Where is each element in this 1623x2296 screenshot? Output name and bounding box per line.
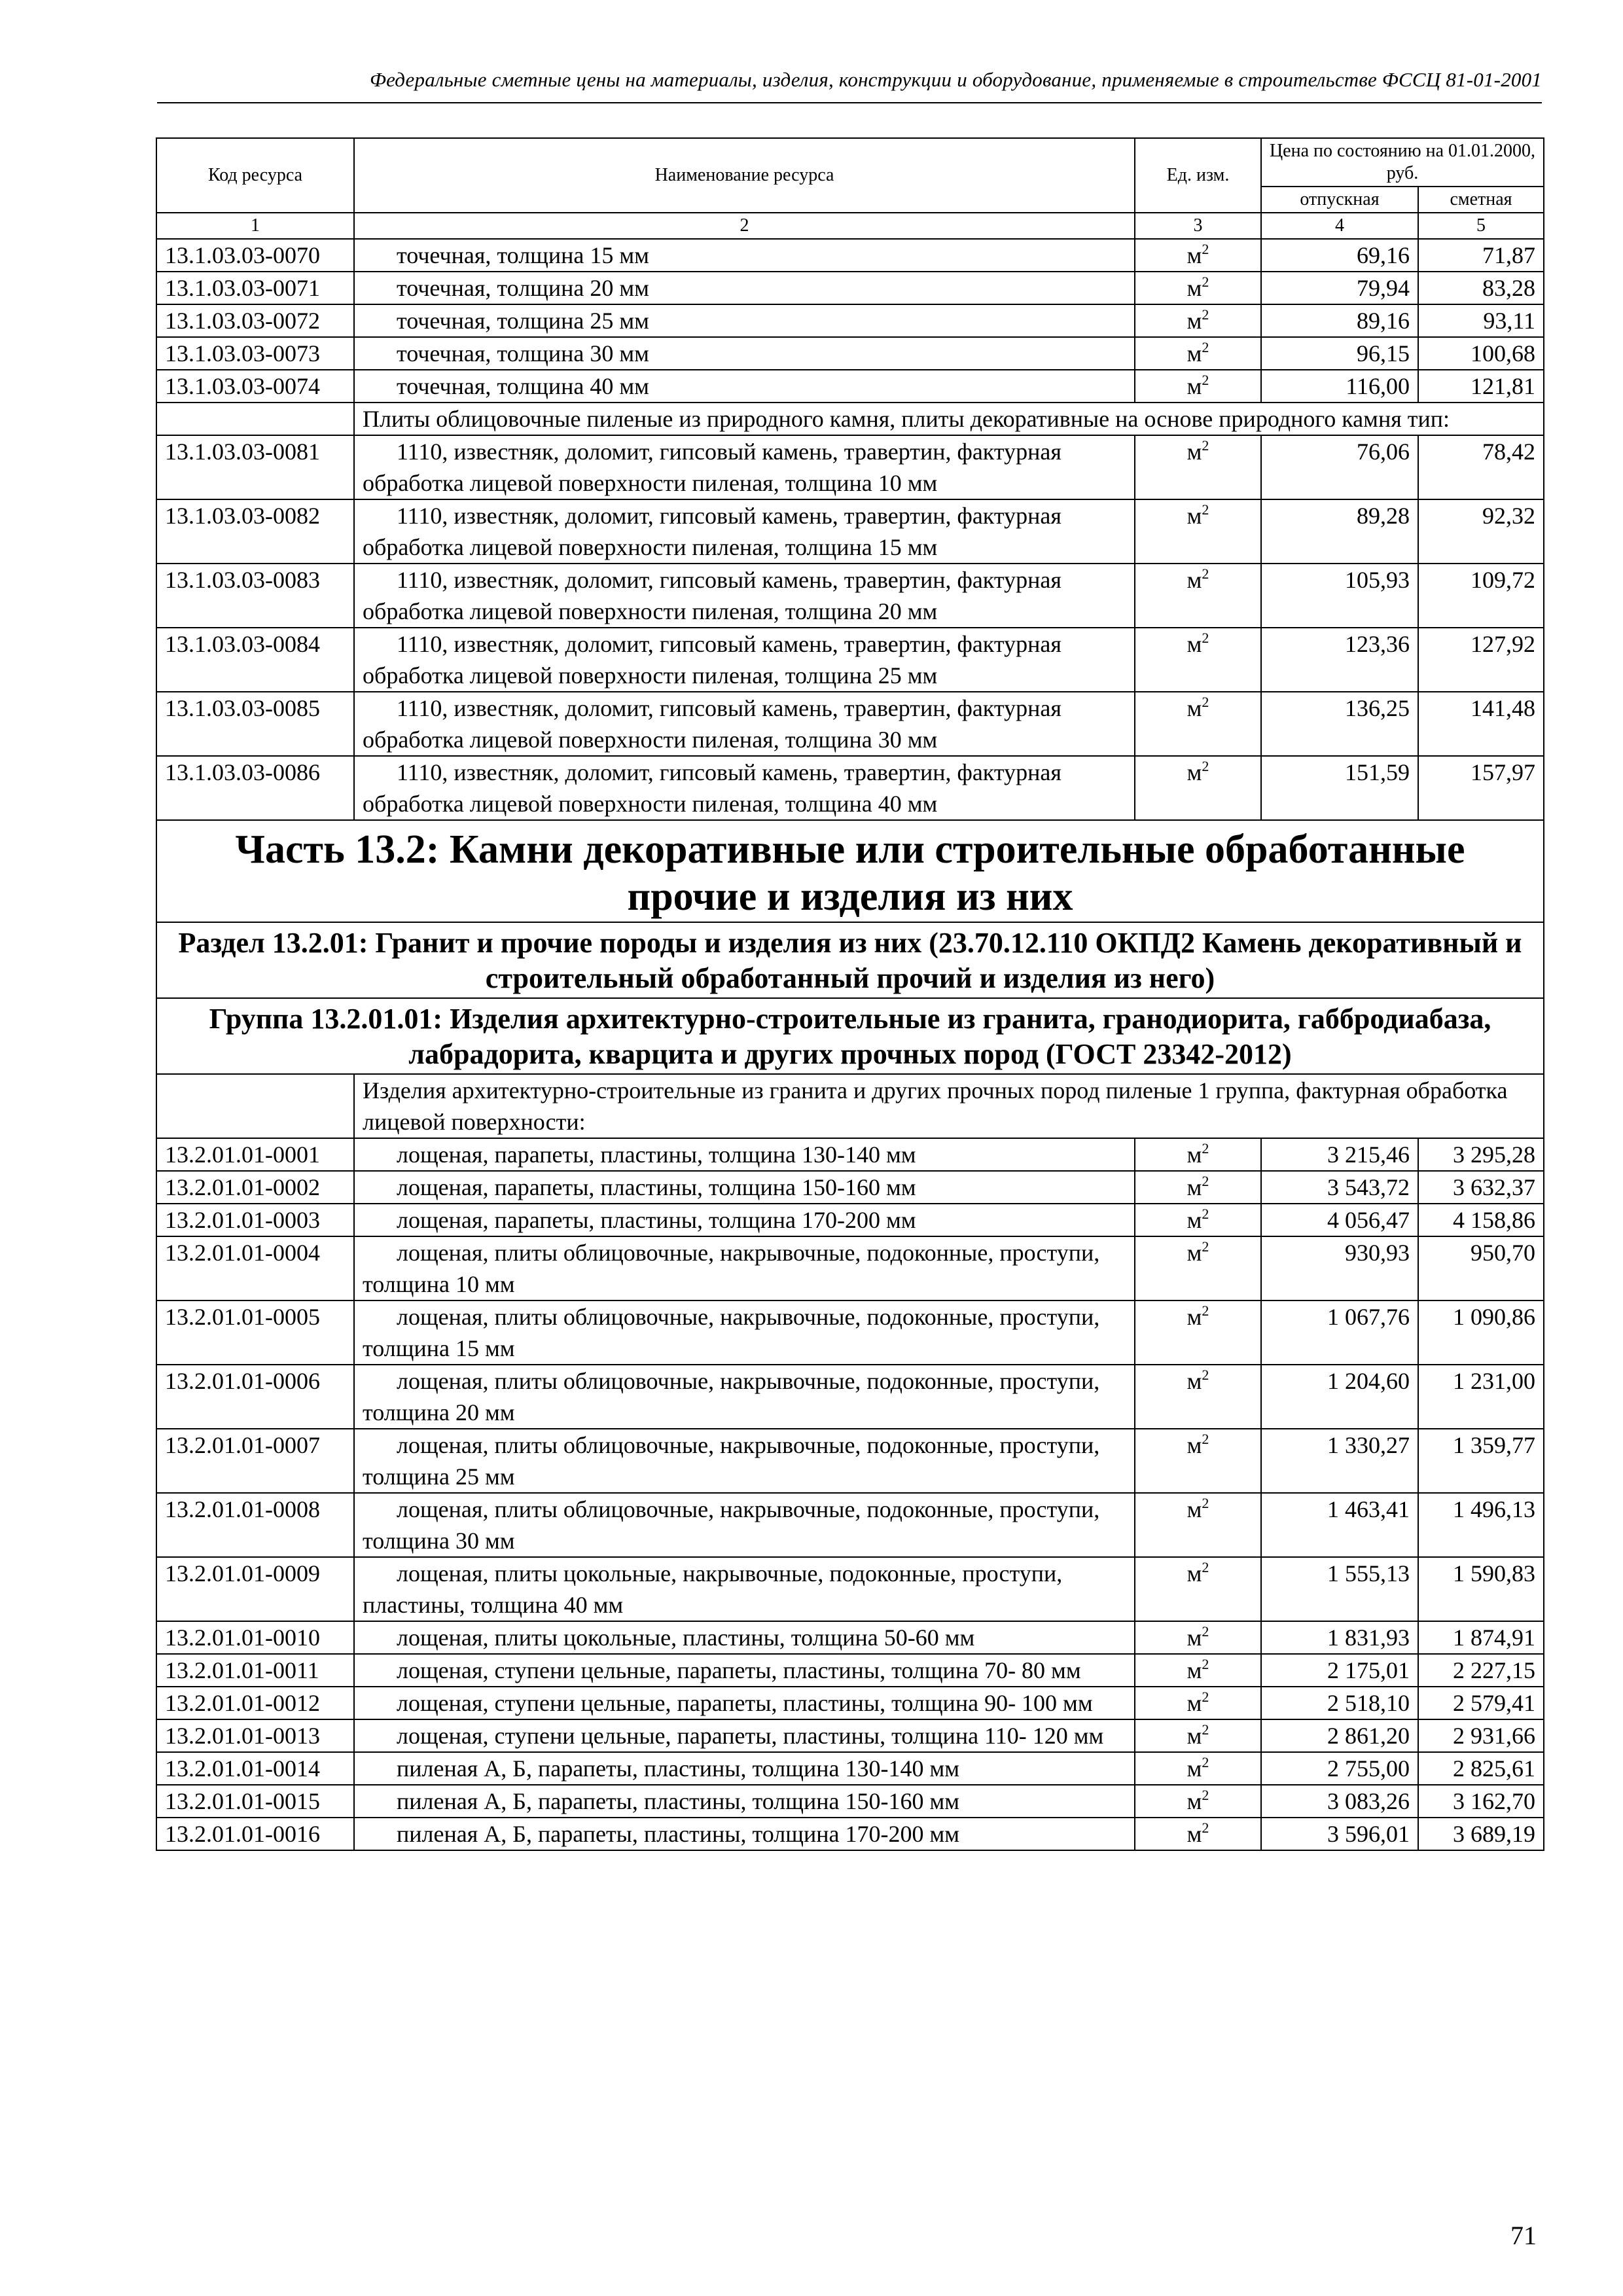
resource-name-text: лощеная, плиты облицовочные, накрывочные, подоконные, проступи, толщина 30 мм [363, 1496, 1100, 1554]
unit-cell [1135, 564, 1261, 628]
resource-code: 13.1.03.03-0082 [156, 499, 354, 564]
release-price: 123,36 [1261, 628, 1418, 692]
resource-name [354, 1785, 1135, 1818]
resource-name [354, 1621, 1135, 1654]
resource-code: 13.1.03.03-0072 [156, 304, 354, 337]
resource-name [354, 1236, 1135, 1300]
unit-base: м [1186, 1496, 1202, 1522]
resource-name-text: 1110, известняк, доломит, гипсовый камень, травертин, фактурная обработка лицевой поверхности пиленая, толщина 10 мм [363, 439, 1061, 496]
price-table [156, 137, 1544, 1851]
table-row [156, 1621, 1544, 1654]
table-row [156, 1204, 1544, 1236]
table-row [156, 628, 1544, 692]
resource-name-text: лощеная, парапеты, пластины, толщина 150-160 мм [397, 1174, 916, 1200]
estimate-price: 2 931,66 [1418, 1719, 1544, 1752]
resource-name [354, 692, 1135, 756]
unit-base: м [1186, 1432, 1202, 1458]
unit-cell [1135, 499, 1261, 564]
unit-cell [1135, 1204, 1261, 1236]
unit-base: м [1186, 1207, 1202, 1233]
release-price: 1 330,27 [1261, 1429, 1418, 1493]
unit-base: м [1186, 1657, 1202, 1683]
unit-exponent: 2 [1202, 372, 1209, 388]
table-body-a [156, 239, 1544, 403]
unit-exponent: 2 [1202, 1721, 1209, 1738]
column-number: 3 [1135, 213, 1261, 239]
estimate-price: 950,70 [1418, 1236, 1544, 1300]
release-price: 89,28 [1261, 499, 1418, 564]
resource-name [354, 1204, 1135, 1236]
unit-base: м [1186, 275, 1202, 301]
unit-base: м [1186, 1240, 1202, 1266]
unit-base: м [1186, 439, 1202, 465]
unit-cell [1135, 1138, 1261, 1171]
unit-base: м [1186, 1723, 1202, 1749]
empty-cell [156, 403, 354, 435]
resource-code: 13.1.03.03-0074 [156, 370, 354, 403]
resource-name [354, 1365, 1135, 1429]
resource-code: 13.2.01.01-0003 [156, 1204, 354, 1236]
resource-name-text: точечная, толщина 40 мм [397, 373, 649, 399]
resource-code: 13.1.03.03-0071 [156, 272, 354, 304]
resource-code: 13.2.01.01-0010 [156, 1621, 354, 1654]
table-row [156, 1785, 1544, 1818]
unit-base: м [1186, 1788, 1202, 1814]
resource-name-text: лощеная, плиты облицовочные, накрывочные, подоконные, проступи, толщина 10 мм [363, 1240, 1100, 1297]
estimate-price: 3 689,19 [1418, 1818, 1544, 1850]
table-row [156, 1429, 1544, 1493]
unit-base: м [1186, 1690, 1202, 1716]
resource-name [354, 435, 1135, 499]
unit-base: м [1186, 631, 1202, 657]
unit-base: м [1186, 340, 1202, 367]
estimate-price: 71,87 [1418, 239, 1544, 272]
table-row [156, 272, 1544, 304]
resource-name-text: 1110, известняк, доломит, гипсовый камень, травертин, фактурная обработка лицевой поверхности пиленая, толщина 25 мм [363, 631, 1061, 689]
header-rule [157, 102, 1542, 103]
unit-base: м [1186, 759, 1202, 785]
running-header: Федеральные сметные цены на материалы, изделия, конструкции и оборудование, применяемые в строительстве ФССЦ 81-01-2001 [369, 68, 1542, 91]
resource-code: 13.2.01.01-0005 [156, 1300, 354, 1365]
table-body-c [156, 1138, 1544, 1850]
resource-name-text: точечная, толщина 25 мм [397, 308, 649, 334]
unit-cell [1135, 756, 1261, 820]
estimate-price: 109,72 [1418, 564, 1544, 628]
release-price: 116,00 [1261, 370, 1418, 403]
estimate-price: 141,48 [1418, 692, 1544, 756]
unit-exponent: 2 [1202, 1173, 1209, 1189]
estimate-price: 1 874,91 [1418, 1621, 1544, 1654]
unit-exponent: 2 [1202, 437, 1209, 454]
part-row [156, 820, 1544, 922]
resource-code: 13.1.03.03-0086 [156, 756, 354, 820]
unit-cell [1135, 1365, 1261, 1429]
headings-body [156, 820, 1544, 1138]
estimate-price: 1 359,77 [1418, 1429, 1544, 1493]
resource-name [354, 1138, 1135, 1171]
unit-base: м [1186, 242, 1202, 268]
resource-name-text: точечная, толщина 30 мм [397, 340, 649, 367]
resource-name-text: лощеная, плиты цокольные, накрывочные, подоконные, проступи, пластины, толщина 40 мм [363, 1560, 1063, 1618]
table-row [156, 1557, 1544, 1621]
unit-base: м [1186, 567, 1202, 593]
resource-code: 13.2.01.01-0016 [156, 1818, 354, 1850]
release-price: 89,16 [1261, 304, 1418, 337]
header-code: Код ресурса [156, 138, 354, 213]
estimate-price: 83,28 [1418, 272, 1544, 304]
subheader-a-body [156, 403, 1544, 435]
section-row [156, 922, 1544, 998]
unit-exponent: 2 [1202, 1754, 1209, 1770]
unit-cell [1135, 1785, 1261, 1818]
subheader-row [156, 403, 1544, 435]
table-row [156, 1818, 1544, 1850]
resource-name-text: пиленая А, Б, парапеты, пластины, толщина 170-200 мм [397, 1821, 960, 1847]
resource-code: 13.1.03.03-0085 [156, 692, 354, 756]
subheader-text: Плиты облицовочные пиленые из природного камня, плиты декоративные на основе природного камня тип: [363, 406, 1450, 432]
unit-cell [1135, 1818, 1261, 1850]
resource-name [354, 1300, 1135, 1365]
table-row [156, 304, 1544, 337]
estimate-price: 93,11 [1418, 304, 1544, 337]
section-title: Раздел 13.2.01: Гранит и прочие породы и изделия из них (23.70.12.110 ОКПД2 Камень декоративный и строительный обработанный прочий и изделия из него) [156, 922, 1544, 998]
resource-name-text: лощеная, плиты цокольные, пластины, толщина 50-60 мм [397, 1624, 975, 1651]
resource-code: 13.2.01.01-0004 [156, 1236, 354, 1300]
release-price: 96,15 [1261, 337, 1418, 370]
resource-code: 13.2.01.01-0006 [156, 1365, 354, 1429]
table-row [156, 1687, 1544, 1719]
release-price: 1 555,13 [1261, 1557, 1418, 1621]
estimate-price: 4 158,86 [1418, 1204, 1544, 1236]
resource-code: 13.2.01.01-0011 [156, 1654, 354, 1687]
unit-cell [1135, 1719, 1261, 1752]
release-price: 2 175,01 [1261, 1654, 1418, 1687]
part-title: Часть 13.2: Камни декоративные или строительные обработанные прочие и изделия из них [156, 820, 1544, 922]
unit-cell [1135, 1557, 1261, 1621]
unit-cell [1135, 1171, 1261, 1204]
release-price: 2 755,00 [1261, 1752, 1418, 1785]
unit-exponent: 2 [1202, 1206, 1209, 1222]
empty-cell [156, 1074, 354, 1138]
unit-exponent: 2 [1202, 339, 1209, 355]
resource-name [354, 564, 1135, 628]
release-price: 76,06 [1261, 435, 1418, 499]
estimate-price: 2 825,61 [1418, 1752, 1544, 1785]
header-unit: Ед. изм. [1135, 138, 1261, 213]
unit-exponent: 2 [1202, 1689, 1209, 1705]
release-price: 136,25 [1261, 692, 1418, 756]
unit-exponent: 2 [1202, 1495, 1209, 1511]
resource-code: 13.2.01.01-0014 [156, 1752, 354, 1785]
subheader-cell [354, 1074, 1544, 1138]
estimate-price: 157,97 [1418, 756, 1544, 820]
resource-name [354, 304, 1135, 337]
unit-exponent: 2 [1202, 274, 1209, 290]
resource-name-text: 1110, известняк, доломит, гипсовый камень, травертин, фактурная обработка лицевой поверхности пиленая, толщина 15 мм [363, 503, 1061, 560]
resource-code: 13.2.01.01-0009 [156, 1557, 354, 1621]
resource-code: 13.2.01.01-0007 [156, 1429, 354, 1493]
release-price: 2 861,20 [1261, 1719, 1418, 1752]
unit-base: м [1186, 373, 1202, 399]
resource-name-text: лощеная, ступени цельные, парапеты, пластины, толщина 90- 100 мм [397, 1690, 1093, 1716]
resource-name [354, 1429, 1135, 1493]
unit-cell [1135, 304, 1261, 337]
unit-exponent: 2 [1202, 1559, 1209, 1575]
column-number: 4 [1261, 213, 1418, 239]
table-row [156, 1752, 1544, 1785]
unit-cell [1135, 1429, 1261, 1493]
unit-exponent: 2 [1202, 1367, 1209, 1383]
release-price: 3 083,26 [1261, 1785, 1418, 1818]
resource-code: 13.2.01.01-0001 [156, 1138, 354, 1171]
resource-name-text: лощеная, плиты облицовочные, накрывочные, подоконные, проступи, толщина 20 мм [363, 1368, 1100, 1426]
table-row [156, 1719, 1544, 1752]
resource-name-text: лощеная, плиты облицовочные, накрывочные, подоконные, проступи, толщина 25 мм [363, 1432, 1100, 1490]
unit-cell [1135, 1687, 1261, 1719]
estimate-price: 1 090,86 [1418, 1300, 1544, 1365]
release-price: 3 215,46 [1261, 1138, 1418, 1171]
unit-base: м [1186, 1368, 1202, 1394]
release-price: 3 596,01 [1261, 1818, 1418, 1850]
estimate-price: 1 231,00 [1418, 1365, 1544, 1429]
unit-cell [1135, 337, 1261, 370]
resource-name-text: пиленая А, Б, парапеты, пластины, толщина 130-140 мм [397, 1755, 960, 1782]
unit-exponent: 2 [1202, 694, 1209, 710]
resource-name-text: лощеная, парапеты, пластины, толщина 170-200 мм [397, 1207, 916, 1233]
unit-base: м [1186, 503, 1202, 529]
unit-cell [1135, 1621, 1261, 1654]
resource-name [354, 337, 1135, 370]
estimate-price: 100,68 [1418, 337, 1544, 370]
estimate-price: 1 590,83 [1418, 1557, 1544, 1621]
release-price: 69,16 [1261, 239, 1418, 272]
header-name: Наименование ресурса [354, 138, 1135, 213]
release-price: 3 543,72 [1261, 1171, 1418, 1204]
estimate-price: 92,32 [1418, 499, 1544, 564]
release-price: 2 518,10 [1261, 1687, 1418, 1719]
resource-name [354, 1752, 1135, 1785]
column-number: 5 [1418, 213, 1544, 239]
resource-name [354, 1719, 1135, 1752]
release-price: 151,59 [1261, 756, 1418, 820]
unit-base: м [1186, 308, 1202, 334]
resource-name [354, 628, 1135, 692]
header-release: отпускная [1261, 187, 1418, 213]
unit-exponent: 2 [1202, 630, 1209, 646]
table-row [156, 435, 1544, 499]
table-row [156, 756, 1544, 820]
table-row [156, 1171, 1544, 1204]
estimate-price: 3 632,37 [1418, 1171, 1544, 1204]
unit-exponent: 2 [1202, 758, 1209, 774]
subheader-text: Изделия архитектурно-строительные из гранита и других прочных пород пиленые 1 группа, фактурная обработка лицевой поверхности: [363, 1077, 1508, 1135]
release-price: 930,93 [1261, 1236, 1418, 1300]
unit-base: м [1186, 1755, 1202, 1782]
resource-code: 13.2.01.01-0013 [156, 1719, 354, 1752]
column-number: 1 [156, 213, 354, 239]
table-row [156, 692, 1544, 756]
resource-name [354, 1557, 1135, 1621]
table-row [156, 499, 1544, 564]
resource-name [354, 1818, 1135, 1850]
column-number: 2 [354, 213, 1135, 239]
estimate-price: 3 162,70 [1418, 1785, 1544, 1818]
group-title: Группа 13.2.01.01: Изделия архитектурно-строительные из гранита, гранодиорита, габбродиабаза, лабрадорита, кварцита и других прочных пород (ГОСТ 23342-2012) [156, 998, 1544, 1074]
unit-exponent: 2 [1202, 1238, 1209, 1255]
unit-cell [1135, 628, 1261, 692]
unit-cell [1135, 692, 1261, 756]
table-header [156, 138, 1544, 239]
header-price: Цена по состоянию на 01.01.2000, руб. [1261, 138, 1544, 187]
unit-cell [1135, 435, 1261, 499]
unit-cell [1135, 1236, 1261, 1300]
resource-name-text: лощеная, ступени цельные, парапеты, пластины, толщина 110- 120 мм [397, 1723, 1104, 1749]
unit-exponent: 2 [1202, 1623, 1209, 1640]
release-price: 105,93 [1261, 564, 1418, 628]
resource-code: 13.2.01.01-0002 [156, 1171, 354, 1204]
unit-cell [1135, 272, 1261, 304]
resource-code: 13.2.01.01-0015 [156, 1785, 354, 1818]
unit-cell [1135, 1654, 1261, 1687]
unit-cell [1135, 239, 1261, 272]
release-price: 1 831,93 [1261, 1621, 1418, 1654]
page-number: 71 [1510, 2221, 1537, 2250]
estimate-price: 78,42 [1418, 435, 1544, 499]
resource-name [354, 499, 1135, 564]
resource-code: 13.1.03.03-0083 [156, 564, 354, 628]
release-price: 1 067,76 [1261, 1300, 1418, 1365]
unit-cell [1135, 1752, 1261, 1785]
unit-cell [1135, 1493, 1261, 1557]
resource-code: 13.1.03.03-0081 [156, 435, 354, 499]
unit-exponent: 2 [1202, 1140, 1209, 1157]
header-estimate: сметная [1418, 187, 1544, 213]
resource-name-text: лощеная, ступени цельные, парапеты, пластины, толщина 70- 80 мм [397, 1657, 1081, 1683]
estimate-price: 121,81 [1418, 370, 1544, 403]
release-price: 1 204,60 [1261, 1365, 1418, 1429]
resource-name-text: точечная, толщина 15 мм [397, 242, 649, 268]
table-row [156, 1236, 1544, 1300]
unit-base: м [1186, 1624, 1202, 1651]
unit-base: м [1186, 695, 1202, 721]
table-row [156, 1300, 1544, 1365]
resource-name-text: пиленая А, Б, парапеты, пластины, толщина 150-160 мм [397, 1788, 960, 1814]
subheader-cell [354, 403, 1544, 435]
table-row [156, 1138, 1544, 1171]
unit-base: м [1186, 1560, 1202, 1587]
unit-exponent: 2 [1202, 1656, 1209, 1672]
unit-base: м [1186, 1141, 1202, 1168]
resource-name [354, 1654, 1135, 1687]
resource-name-text: 1110, известняк, доломит, гипсовый камень, травертин, фактурная обработка лицевой поверхности пиленая, толщина 40 мм [363, 759, 1061, 817]
unit-exponent: 2 [1202, 1302, 1209, 1319]
table-row [156, 370, 1544, 403]
resource-name [354, 1687, 1135, 1719]
resource-name-text: лощеная, плиты облицовочные, накрывочные, подоконные, проступи, толщина 15 мм [363, 1304, 1100, 1361]
release-price: 1 463,41 [1261, 1493, 1418, 1557]
table-row [156, 337, 1544, 370]
resource-name-text: точечная, толщина 20 мм [397, 275, 649, 301]
table-row [156, 239, 1544, 272]
unit-exponent: 2 [1202, 1787, 1209, 1803]
estimate-price: 3 295,28 [1418, 1138, 1544, 1171]
table-row [156, 1493, 1544, 1557]
estimate-price: 127,92 [1418, 628, 1544, 692]
table-body-b [156, 435, 1544, 820]
estimate-price: 1 496,13 [1418, 1493, 1544, 1557]
table-row [156, 564, 1544, 628]
estimate-price: 2 227,15 [1418, 1654, 1544, 1687]
resource-code: 13.2.01.01-0008 [156, 1493, 354, 1557]
unit-base: м [1186, 1821, 1202, 1847]
resource-name-text: лощеная, парапеты, пластины, толщина 130-140 мм [397, 1141, 916, 1168]
table-row [156, 1365, 1544, 1429]
release-price: 4 056,47 [1261, 1204, 1418, 1236]
unit-cell [1135, 1300, 1261, 1365]
unit-base: м [1186, 1174, 1202, 1200]
resource-code: 13.1.03.03-0084 [156, 628, 354, 692]
resource-name [354, 1493, 1135, 1557]
unit-exponent: 2 [1202, 241, 1209, 257]
estimate-price: 2 579,41 [1418, 1687, 1544, 1719]
resource-name [354, 756, 1135, 820]
unit-exponent: 2 [1202, 501, 1209, 518]
unit-exponent: 2 [1202, 306, 1209, 323]
group-row [156, 998, 1544, 1074]
release-price: 79,94 [1261, 272, 1418, 304]
resource-name [354, 272, 1135, 304]
table-row [156, 1654, 1544, 1687]
unit-exponent: 2 [1202, 1431, 1209, 1447]
resource-name [354, 370, 1135, 403]
unit-base: м [1186, 1304, 1202, 1330]
unit-exponent: 2 [1202, 1820, 1209, 1836]
resource-name [354, 239, 1135, 272]
unit-exponent: 2 [1202, 565, 1209, 582]
resource-name-text: 1110, известняк, доломит, гипсовый камень, травертин, фактурная обработка лицевой поверхности пиленая, толщина 30 мм [363, 695, 1061, 753]
unit-cell [1135, 370, 1261, 403]
resource-code: 13.2.01.01-0012 [156, 1687, 354, 1719]
resource-code: 13.1.03.03-0073 [156, 337, 354, 370]
subheader-row [156, 1074, 1544, 1138]
resource-name [354, 1171, 1135, 1204]
resource-code: 13.1.03.03-0070 [156, 239, 354, 272]
resource-name-text: 1110, известняк, доломит, гипсовый камень, травертин, фактурная обработка лицевой поверхности пиленая, толщина 20 мм [363, 567, 1061, 624]
